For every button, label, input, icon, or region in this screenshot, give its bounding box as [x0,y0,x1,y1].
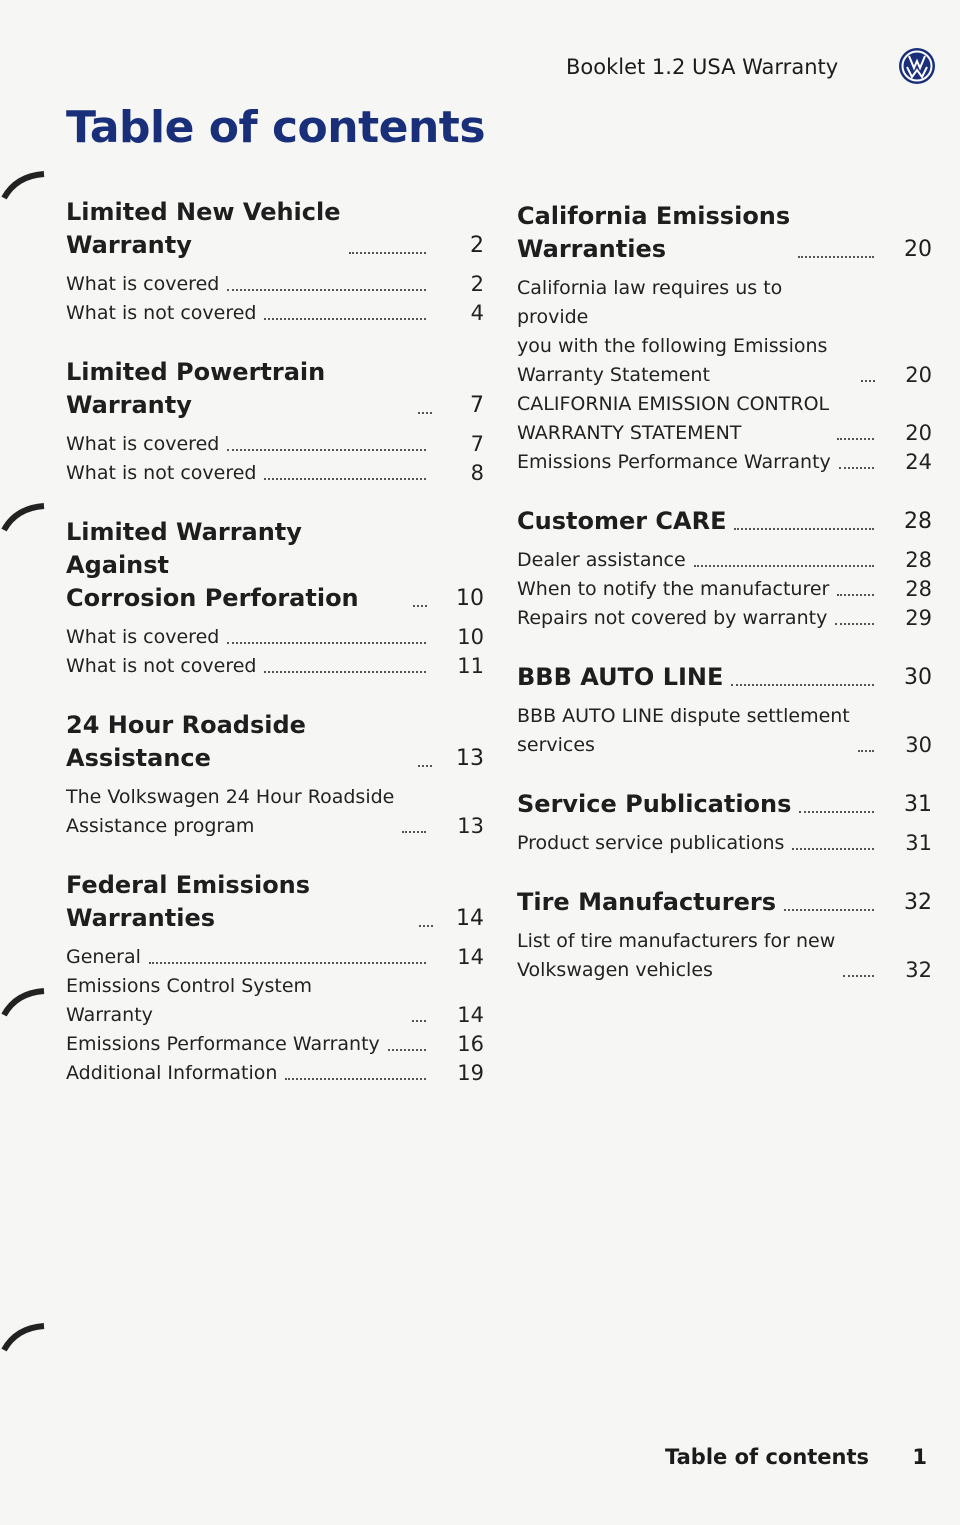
leader-dots [418,412,432,414]
toc-entry-list [517,702,932,760]
toc-entry-link[interactable] [517,448,932,477]
toc-entry-text: Emissions Control System Warranty [66,975,313,1026]
toc-heading-text: Tire Manufacturers [517,888,776,916]
toc-entry-list [66,430,484,488]
toc-entry-link[interactable] [66,1059,484,1088]
toc-entry-text: Emissions Performance Warranty [66,1033,380,1055]
toc-entry-link[interactable] [517,575,932,604]
toc-entry-text: What is covered [66,626,220,648]
toc-entry-link[interactable] [66,783,484,841]
toc-entry-page: 16 [457,1032,484,1056]
toc-entry-text: What is not covered [66,462,257,484]
toc-entry-text: BBB AUTO LINE dispute settlement services [517,705,850,756]
toc-heading-page: 13 [456,746,484,771]
leader-dots [837,594,874,596]
toc-entry-link[interactable] [66,943,484,972]
toc-entry-list [517,274,932,477]
toc-heading-link[interactable] [66,709,484,775]
leader-dots [419,925,433,927]
toc-heading-page: 28 [904,509,932,534]
toc-entry-link[interactable] [517,274,932,390]
toc-entry-page: 14 [457,1003,484,1027]
toc-heading-page: 20 [904,237,932,262]
leader-dots [837,438,874,440]
leader-dots [734,528,874,530]
toc-heading-text: California Emissions Warranties [517,202,791,263]
binding-mark [0,500,48,536]
leader-dots [264,318,426,320]
toc-entry-link[interactable] [517,702,932,760]
leader-dots [418,765,432,767]
toc-section [66,516,484,681]
leader-dots [799,811,874,813]
binding-mark [0,1320,48,1356]
toc-heading-page: 31 [904,792,932,817]
toc-entry-page: 2 [470,272,484,296]
toc-entry-link[interactable] [66,430,484,459]
toc-entry-text: Repairs not covered by warranty [517,607,828,629]
toc-section [517,886,932,985]
toc-entry-text: Emissions Performance Warranty [517,451,831,473]
toc-entry-text: General [66,946,141,968]
leader-dots [149,962,426,964]
toc-entry-page: 30 [905,733,932,757]
leader-dots [402,831,426,833]
page-footer [665,1445,927,1469]
leader-dots [413,605,427,607]
leader-dots [264,478,426,480]
toc-entry-page: 14 [457,945,484,969]
toc-entry-text: Dealer assistance [517,549,686,571]
toc-entry-text: What is not covered [66,655,257,677]
footer-label: Table of contents [665,1445,870,1469]
toc-entry-text: What is not covered [66,302,257,324]
toc-heading-link[interactable] [66,356,484,422]
toc-heading-link[interactable] [517,886,932,919]
toc-entry-page: 32 [905,958,932,982]
toc-entry-text: Product service publications [517,832,785,854]
toc-entry-link[interactable] [517,390,932,448]
toc-entry-list [517,829,932,858]
toc-entry-text: California law requires us to provide you with the following Emissions Warranty Statement [517,277,828,386]
toc-entry-text: List of tire manufacturers for new Volkswagen vehicles [517,930,836,981]
toc-entry-page: 29 [905,606,932,630]
toc-entry-text: What is covered [66,273,220,295]
toc-entry-link[interactable] [517,546,932,575]
toc-heading-page: 10 [456,586,484,611]
toc-entry-link[interactable] [66,652,484,681]
leader-dots [349,252,426,254]
toc-entry-page: 20 [905,421,932,445]
toc-entry-list [517,546,932,633]
leader-dots [858,750,874,752]
leader-dots [694,565,874,567]
toc-section [66,356,484,488]
toc-heading-page: 32 [904,890,932,915]
toc-entry-page: 11 [457,654,484,678]
leader-dots [798,256,874,258]
toc-entry-text: CALIFORNIA EMISSION CONTROL WARRANTY STATEMENT [517,393,830,444]
toc-entry-link[interactable] [66,270,484,299]
toc-heading-text: 24 Hour Roadside Assistance [66,711,306,772]
toc-entry-list [66,943,484,1088]
toc-heading-text: BBB AUTO LINE [517,663,724,691]
leader-dots [839,467,874,469]
toc-entry-page: 20 [905,363,932,387]
toc-heading-link[interactable] [517,788,932,821]
toc-entry-page: 8 [470,461,484,485]
toc-heading-link[interactable] [517,661,932,694]
toc-entry-link[interactable] [517,829,932,858]
leader-dots [731,684,874,686]
toc-heading-text: Limited Warranty Against Corrosion Perforation [66,518,359,612]
toc-entry-text: What is covered [66,433,220,455]
toc-entry-link[interactable] [66,459,484,488]
toc-entry-link[interactable] [66,972,484,1030]
toc-heading-text: Service Publications [517,790,792,818]
toc-entry-page: 10 [457,625,484,649]
leader-dots [784,909,874,911]
toc-entry-page: 4 [470,301,484,325]
toc-entry-link[interactable] [66,623,484,652]
toc-entry-text: Additional Information [66,1062,278,1084]
toc-heading-text: Customer CARE [517,507,727,535]
leader-dots [792,848,874,850]
booklet-header [566,42,946,92]
leader-dots [227,289,426,291]
vw-logo-icon [897,46,937,86]
toc-entry-text: When to notify the manufacturer [517,578,830,600]
toc-section [517,788,932,858]
page-title: Table of contents [66,102,486,153]
binding-mark [0,985,48,1021]
toc-section [517,200,932,477]
leader-dots [264,671,426,673]
leader-dots [388,1049,426,1051]
toc-heading-link[interactable] [66,869,484,935]
footer-page-number: 1 [912,1445,927,1469]
binding-mark [0,168,48,204]
toc-right-column [517,200,932,1013]
toc-section [517,505,932,633]
toc-heading-text: Federal Emissions Warranties [66,871,311,932]
toc-entry-page: 19 [457,1061,484,1085]
toc-entry-list [66,623,484,681]
toc-entry-link[interactable] [517,927,932,985]
toc-section [517,661,932,760]
toc-entry-text: The Volkswagen 24 Hour Roadside Assistance program [66,786,395,837]
toc-left-column [66,196,484,1116]
toc-entry-page: 24 [905,450,932,474]
toc-section [66,196,484,328]
toc-entry-page: 31 [905,831,932,855]
toc-entry-page: 7 [470,432,484,456]
toc-heading-link[interactable] [66,196,484,262]
toc-heading-link[interactable] [517,200,932,266]
toc-heading-link[interactable] [517,505,932,538]
toc-heading-text: Limited New Vehicle Warranty [66,198,341,259]
booklet-label: Booklet 1.2 USA Warranty [566,55,839,79]
leader-dots [227,449,426,451]
toc-heading-page: 2 [470,233,484,258]
toc-entry-page: 28 [905,548,932,572]
leader-dots [861,380,875,382]
toc-entry-list [66,783,484,841]
leader-dots [412,1020,426,1022]
toc-heading-page: 7 [470,393,484,418]
toc-heading-page: 14 [456,906,484,931]
leader-dots [285,1078,426,1080]
leader-dots [227,642,426,644]
leader-dots [835,623,874,625]
toc-heading-page: 30 [904,665,932,690]
toc-entry-link[interactable] [517,604,932,633]
toc-entry-page: 28 [905,577,932,601]
toc-entry-link[interactable] [66,1030,484,1059]
toc-entry-list [517,927,932,985]
toc-entry-page: 13 [457,814,484,838]
leader-dots [843,975,874,977]
toc-entry-list [66,270,484,328]
toc-heading-link[interactable] [66,516,484,615]
toc-heading-text: Limited Powertrain Warranty [66,358,326,419]
toc-entry-link[interactable] [66,299,484,328]
toc-section [66,869,484,1088]
toc-section [66,709,484,841]
